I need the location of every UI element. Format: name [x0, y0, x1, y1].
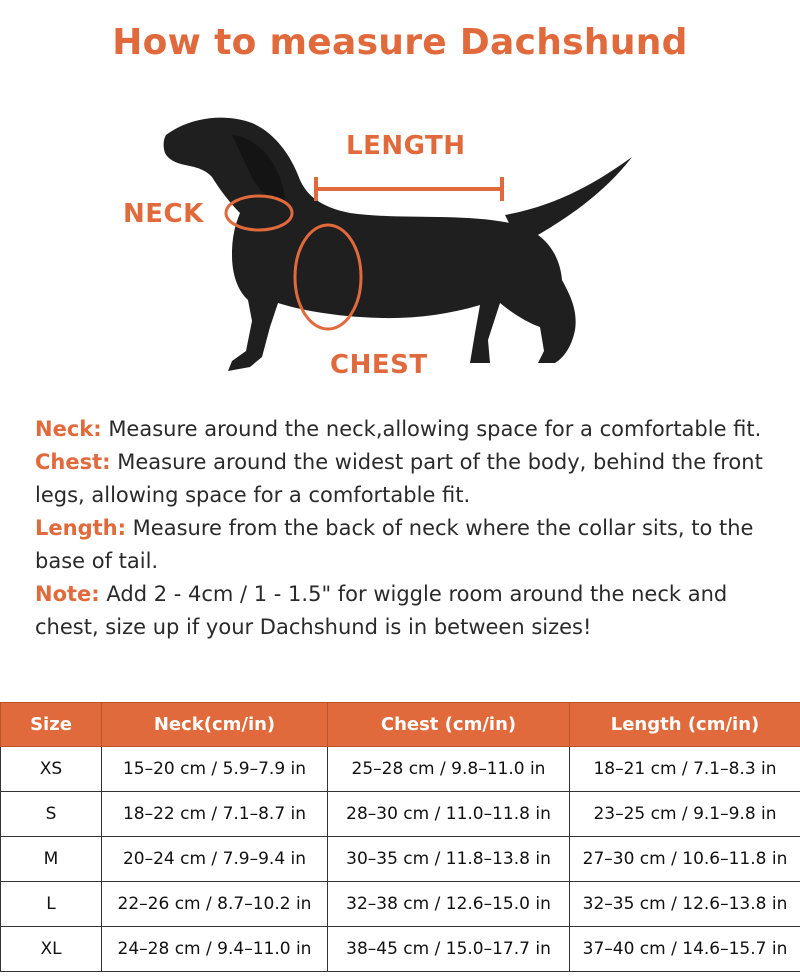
cell-neck: 20–24 cm / 7.9–9.4 in — [102, 837, 328, 882]
cell-neck: 24–28 cm / 9.4–11.0 in — [102, 927, 328, 972]
dachshund-illustration — [0, 95, 800, 395]
cell-length: 27–30 cm / 10.6–11.8 in — [570, 837, 800, 882]
cell-chest: 30–35 cm / 11.8–13.8 in — [328, 837, 570, 882]
cell-chest: 32–38 cm / 12.6–15.0 in — [328, 882, 570, 927]
instruction-neck — [35, 413, 780, 446]
instruction-text: Measure around the neck,allowing space for a comfortable fit. — [101, 417, 762, 441]
instruction-key: Length: — [35, 516, 126, 540]
cell-chest: 28–30 cm / 11.0–11.8 in — [328, 792, 570, 837]
cell-size: XL — [1, 927, 102, 972]
cell-length: 37–40 cm / 14.6–15.7 in — [570, 927, 800, 972]
measurement-instructions — [35, 413, 780, 644]
length-label: LENGTH — [346, 131, 466, 161]
page-title: How to measure Dachshund — [112, 22, 688, 63]
instruction-text: Measure from the back of neck where the collar sits, to the base of tail. — [35, 516, 754, 573]
instruction-note — [35, 578, 780, 644]
size-chart-table — [0, 702, 800, 972]
header-neck: Neck(cm/in) — [102, 703, 328, 747]
neck-label: NECK — [123, 199, 204, 229]
cell-chest: 38–45 cm / 15.0–17.7 in — [328, 927, 570, 972]
table-row — [1, 747, 800, 792]
instruction-text: Add 2 - 4cm / 1 - 1.5" for wiggle room around the neck and chest, size up if your Dachshund is in between sizes! — [35, 582, 728, 639]
cell-size: L — [1, 882, 102, 927]
header-size: Size — [1, 703, 102, 747]
cell-length: 18–21 cm / 7.1–8.3 in — [570, 747, 800, 792]
instruction-text: Measure around the widest part of the body, behind the front legs, allowing space for a comfortable fit. — [35, 450, 763, 507]
cell-size: S — [1, 792, 102, 837]
table-row — [1, 837, 800, 882]
cell-size: M — [1, 837, 102, 882]
cell-neck: 18–22 cm / 7.1–8.7 in — [102, 792, 328, 837]
instruction-chest — [35, 446, 780, 512]
table-row — [1, 927, 800, 972]
cell-size: XS — [1, 747, 102, 792]
instruction-length — [35, 512, 780, 578]
instruction-key: Chest: — [35, 450, 111, 474]
cell-length: 23–25 cm / 9.1–9.8 in — [570, 792, 800, 837]
cell-neck: 22–26 cm / 8.7–10.2 in — [102, 882, 328, 927]
cell-chest: 25–28 cm / 9.8–11.0 in — [328, 747, 570, 792]
cell-neck: 15–20 cm / 5.9–7.9 in — [102, 747, 328, 792]
header-length: Length (cm/in) — [570, 703, 800, 747]
instruction-key: Neck: — [35, 417, 102, 441]
header-chest: Chest (cm/in) — [328, 703, 570, 747]
table-header-row — [1, 703, 800, 747]
instruction-key: Note: — [35, 582, 100, 606]
table-row — [1, 882, 800, 927]
table-row — [1, 792, 800, 837]
chest-label: CHEST — [330, 350, 428, 380]
cell-length: 32–35 cm / 12.6–13.8 in — [570, 882, 800, 927]
